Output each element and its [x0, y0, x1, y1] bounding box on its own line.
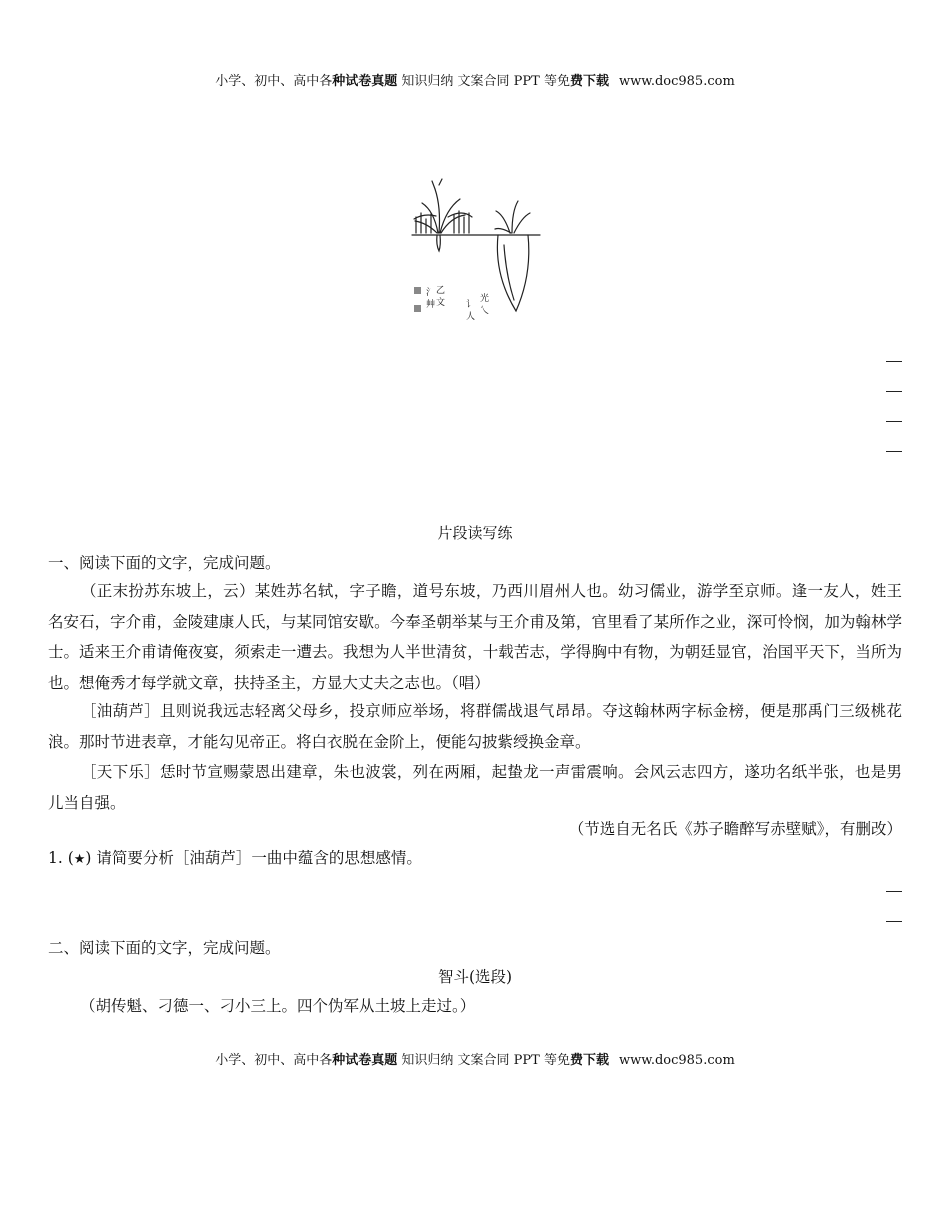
- header-url[interactable]: www.doc985.com: [618, 74, 735, 89]
- svg-text:乀: 乀: [480, 306, 490, 316]
- footer-text-5: 费下载: [569, 1053, 609, 1068]
- svg-text:乙: 乙: [436, 286, 446, 296]
- svg-text:氵: 氵: [426, 288, 436, 298]
- passage-paragraph-2: ［油葫芦］且则说我远志轻离父母乡，投京师应举场，将群儒战退气昂昂。夺这翰林两字标金榜，便是那禹门三级桃花浪。那时节进表章，才能勾见帝正。将白衣脱在金阶上，便能勾披紫绶换金章。: [48, 702, 902, 751]
- passage-paragraph-1: （正末扮苏东坡上，云）某姓苏名轼，字子瞻，道号东坡，乃西川眉州人也。幼习儒业，游学至京师。逢一友人，姓王名安石，字介甫，金陵建康人氏，与某同馆安歇。今奉圣朝举某与王介甫及第，官里看了某所作之业，深可怜悯，加为翰林学士。适来王介甫请俺夜宴，须索走一遭去。我想为人半世清贫，十载苦志，学得胸中有物，为朝廷显官，治国平天下，当所为也。想俺秀才每学就文章，扶持圣主，方显大丈夫之志也。（唱）: [48, 582, 902, 692]
- header-text-2: 种试卷真题: [332, 74, 398, 89]
- passage-paragraph-3: ［天下乐］恁时节宣赐蒙恩出建章，朱也波裳，列在两厢，起蛰龙一声雷震响。会风云志四方，遂功名纸半张，也是男儿当自强。: [48, 763, 902, 812]
- answer-line: [886, 891, 902, 892]
- radish-ink-illustration: [408, 175, 544, 330]
- header-text-4: 文案合同 PPT 等免: [453, 74, 570, 89]
- svg-text:光: 光: [480, 294, 490, 304]
- svg-text:讠: 讠: [466, 300, 476, 310]
- footer-text-2: 种试卷真题: [332, 1053, 398, 1068]
- question-1-prefix: 1. (: [48, 849, 74, 867]
- header-text-1: 小学、初中、高中各: [215, 74, 333, 89]
- answer-line: [886, 361, 902, 362]
- passage-source: （节选自无名氏《苏子瞻醉写赤壁赋》，有删改）: [568, 820, 902, 838]
- footer-url[interactable]: www.doc985.com: [618, 1053, 735, 1068]
- question-1: [48, 846, 422, 868]
- svg-text:艸: 艸: [426, 300, 436, 310]
- svg-text:人: 人: [466, 312, 476, 322]
- difficulty-star-icon: ★: [73, 852, 86, 867]
- svg-text:文: 文: [436, 298, 446, 308]
- answer-line: [886, 451, 902, 452]
- footer-text-1: 小学、初中、高中各: [215, 1053, 333, 1068]
- question-2-heading: 二、阅读下面的文字，完成问题。: [48, 939, 281, 957]
- page-footer: [0, 1049, 950, 1068]
- section-title: 片段读写练: [437, 524, 513, 542]
- page-header: [0, 70, 950, 89]
- question-1-text: ) 请简要分析［油葫芦］一曲中蕴含的思想感情。: [85, 849, 422, 867]
- passage-2-title: 智斗(选段): [437, 968, 513, 986]
- footer-text-4: 文案合同 PPT 等免: [453, 1053, 570, 1068]
- header-text-5: 费下载: [569, 74, 609, 89]
- header-text-3: 知识归纳: [397, 74, 454, 89]
- answer-line: [886, 421, 902, 422]
- answer-line: [886, 391, 902, 392]
- footer-text-3: 知识归纳: [397, 1053, 454, 1068]
- question-1-heading: 一、阅读下面的文字，完成问题。: [48, 554, 281, 572]
- passage-2-line-1: （胡传魁、刁德一、刁小三上。四个伪军从土坡上走过。）: [80, 997, 476, 1015]
- answer-line: [886, 921, 902, 922]
